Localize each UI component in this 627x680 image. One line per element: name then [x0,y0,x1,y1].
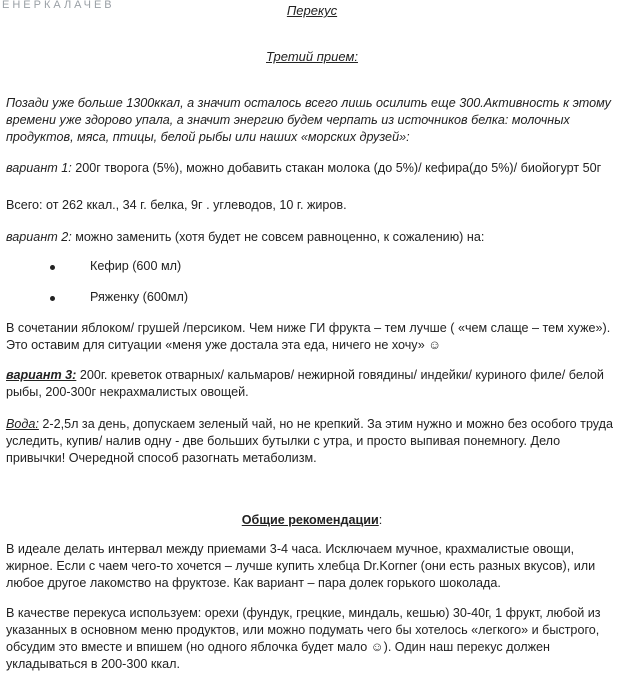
variant1-text: 200г творога (5%), можно добавить стакан молока (до 5%)/ кефира(до 5%)/ биойогурт 50г [71,161,602,175]
variant3-paragraph [6,367,618,401]
recommendations-heading-colon: : [378,513,383,527]
variant1-paragraph [6,160,618,177]
recommendations-paragraph-2: В качестве перекуса используем: орехи (фундук, грецкие, миндаль, кешью) 30-40г, 1 фрукт, любой из указанных в основном меню продуктов, или можно подумать чего бы хотелось «легкого» и быстрого, обсудим это вместе и впишем (но одного яблочка будет мало ☺). Один наш перекус должен укладываться в 200-300 ккал. [6,606,601,671]
variant1-total: Всего: от 262 ккал., 34 г. белка, 9г . углеводов, 10 г. жиров. [6,198,347,212]
water-text: 2-2,5л за день, допускаем зеленый чай, но не крепкий. За этим нужно и можно без особого труда уследить, купив/ налив одну - две больших бутылки с утра, и просто выпивая понемногу. Дело привычки! Очередной способ разогнать метаболизм. [6,417,614,465]
variant3-text: 200г. креветок отварных/ кальмаров/ нежирной говядины/ индейки/ куриного филе/ белой рыбы, 200-300г некрахмалистых овощей. [6,368,604,399]
brand-name: ЕНЕРКАЛАЧЕВ [2,0,115,11]
bullet-icon [50,296,55,301]
variant2-note: В сочетании яблоком/ грушей /персиком. Чем ниже ГИ фрукта – тем лучше ( «чем слаще – тем хуже»). Это оставим для ситуации «меня уже достала эта еда, ничего не хочу» ☺ [6,321,611,352]
water-paragraph [6,416,618,467]
page-title: Перекус [286,3,338,18]
bullet-icon [50,265,55,270]
list-item-text: Кефир (600 мл) [90,259,182,273]
recommendations-heading [6,513,618,527]
intro-paragraph: Позади уже больше 1300ккал, а значит осталось всего лишь осилить еще 300.Активность к этому времени уже здорово упала, а значит энергию будем черпать из источников белка: молочных продуктов, мяса, птицы, белой рыбы или наших «морских друзей»: [6,96,611,144]
recommendations-heading-text: Общие рекомендации [241,513,379,527]
page-subtitle: Третий прием: [266,49,358,64]
recommendations-paragraph-1: В идеале делать интервал между приемами 3-4 часа. Исключаем мучное, крахмалистые овощи, жирное. Если с чаем чего-то хочется – лучше купить хлебца Dr.Korner (они есть разных вкусов), или любое другое лакомство на фруктозе. Как вариант – пара долек горького шоколада. [6,542,596,590]
variant1-label: вариант 1: [6,161,72,175]
water-label: Вода: [6,417,39,431]
variant2-label: вариант 2: [6,230,72,244]
list-item-text: Ряженку (600мл) [90,290,189,304]
variant2-paragraph [6,229,618,246]
variant2-text: можно заменить (хотя будет не совсем равноценно, к сожалению) на: [71,230,485,244]
variant3-label: вариант 3: [6,368,77,382]
